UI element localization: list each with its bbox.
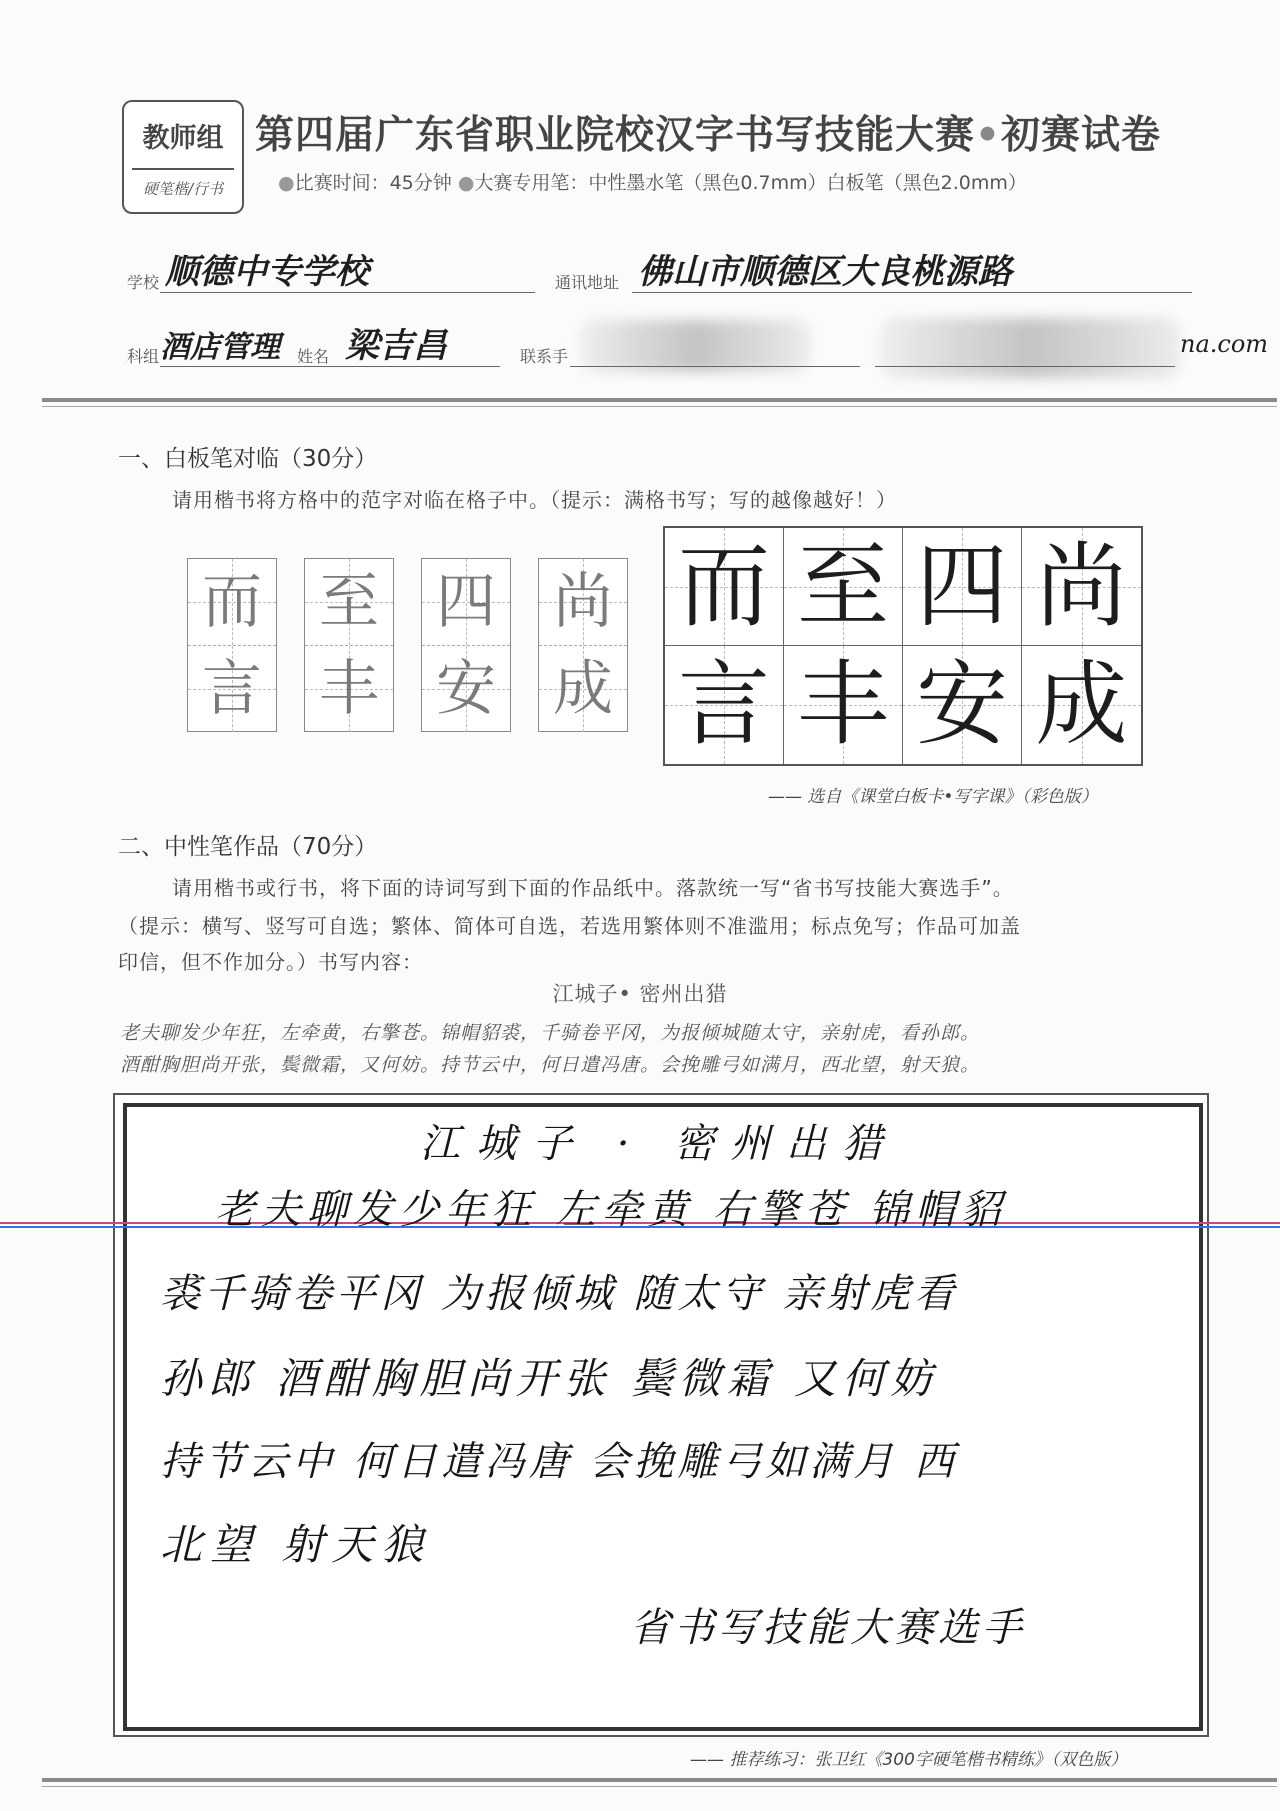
model-character-grid (663, 526, 1143, 766)
practice-char: 而 (202, 567, 262, 637)
handwritten-line: 孙郎 酒酣胸胆尚开张 鬓微霜 又何妨 (160, 1354, 939, 1403)
practice-char: 丰 (319, 654, 379, 724)
exam-pen: 大赛专用笔：中性墨水笔（黑色0.7mm）白板笔（黑色2.0mm） (474, 172, 1027, 194)
exam-info (278, 168, 1027, 195)
school-underline (160, 292, 535, 293)
phone-underline (570, 366, 860, 367)
group-badge (122, 100, 244, 214)
section2-instruction-3: 印信，但不作加分。）书写内容： (118, 950, 423, 974)
section1-instruction: 请用楷书将方格中的范字对临在格子中。（提示：满格书写；写的越像越好！） (172, 488, 897, 512)
practice-column (187, 558, 277, 732)
group-subtitle: 硬笔楷/行书 (142, 180, 224, 198)
poem-title: 江城子• 密州出猎 (552, 982, 728, 1006)
email-tail: na.com (1180, 330, 1269, 358)
section1-source: —— 选自《课堂白板卡•写字课》（彩色版） (768, 787, 1098, 807)
section2-instruction-2: （提示：横写、竖写可自选；繁体、简体可自选，若选用繁体则不准滥用；标点免写；作品可加盖 (118, 914, 1021, 938)
address-underline (632, 292, 1192, 293)
poem-line: 老夫聊发少年狂，左牵黄，右擎苍。锦帽貂裘，千骑卷平冈，为报倾城随太守，亲射虎，看孙郎。 (120, 1022, 981, 1044)
practice-char: 安 (436, 654, 496, 724)
model-char: 言 (677, 651, 770, 758)
address-value: 佛山市顺德区大良桃源路 (638, 252, 1012, 292)
handwritten-signature: 省书写技能大赛选手 (630, 1605, 1026, 1651)
footer-rule-thin (42, 1786, 1277, 1787)
exam-title-main: 第四届广东省职业院校汉字书写技能大赛 (255, 113, 976, 158)
model-char: 四 (915, 533, 1008, 640)
redacted-email (880, 318, 1180, 378)
school-value: 顺德中专学校 (165, 252, 369, 292)
section2-title: 二、中性笔作品（70分） (118, 834, 378, 860)
handwritten-line: 持节云中 何日遣冯唐 会挽雕弓如满月 西 (160, 1439, 959, 1485)
handwritten-line: 裘千骑卷平冈 为报倾城 随太守 亲射虎看 (160, 1271, 959, 1317)
exam-title (255, 104, 1161, 160)
model-char: 尚 (1035, 533, 1128, 640)
section1-title: 一、白板笔对临（30分） (118, 446, 378, 472)
practice-column (538, 558, 628, 732)
subject-label: 科组 (127, 347, 160, 366)
exam-title-dot: • (975, 113, 1001, 158)
practice-column (304, 558, 394, 732)
name-label: 姓名 (297, 347, 330, 366)
model-char: 成 (1035, 651, 1128, 758)
practice-column (421, 558, 511, 732)
email-underline (875, 366, 1175, 367)
contact-label: 联系手 (520, 347, 569, 366)
address-label: 通讯地址 (555, 273, 620, 292)
bullet-icon: ● (457, 172, 475, 194)
practice-char: 四 (436, 567, 496, 637)
header-rule-thin (42, 406, 1277, 407)
practice-char: 至 (319, 567, 379, 637)
section2-source: —— 推荐练习：张卫红《300字硬笔楷书精练》（双色版） (690, 1750, 1128, 1770)
exam-time: 比赛时间：45分钟 (294, 172, 452, 194)
header-rule (42, 398, 1277, 402)
bullet-icon: ● (278, 172, 295, 194)
redacted-phone (580, 320, 810, 372)
model-char: 而 (677, 533, 770, 640)
subject-value: 酒店管理 (160, 330, 280, 365)
school-label: 学校 (127, 273, 160, 292)
handwritten-line: 老夫聊发少年狂 左牵黄 右擎苍 锦帽貂 (215, 1187, 1008, 1233)
footer-rule (42, 1778, 1277, 1782)
group-divider (132, 168, 234, 170)
model-char: 至 (796, 533, 889, 640)
group-title: 教师组 (142, 123, 224, 154)
exam-title-tail: 初赛试卷 (1000, 113, 1161, 158)
practice-char: 尚 (553, 567, 613, 637)
model-char: 丰 (796, 651, 889, 758)
name-underline (160, 366, 500, 367)
name-value: 梁吉昌 (345, 326, 447, 366)
section2-instruction-1: 请用楷书或行书，将下面的诗词写到下面的作品纸中。落款统一写“省书写技能大赛选手”。 (172, 876, 1014, 900)
poem-line: 酒酣胸胆尚开张，鬓微霜，又何妨。持节云中，何日遣冯唐。会挽雕弓如满月，西北望，射天狼。 (120, 1054, 981, 1076)
handwritten-title: 江城子 · 密州出猎 (420, 1121, 899, 1167)
model-char: 安 (915, 651, 1008, 758)
practice-char: 言 (202, 654, 262, 724)
handwritten-line: 北望 射天狼 (160, 1520, 432, 1569)
practice-char: 成 (553, 654, 613, 724)
